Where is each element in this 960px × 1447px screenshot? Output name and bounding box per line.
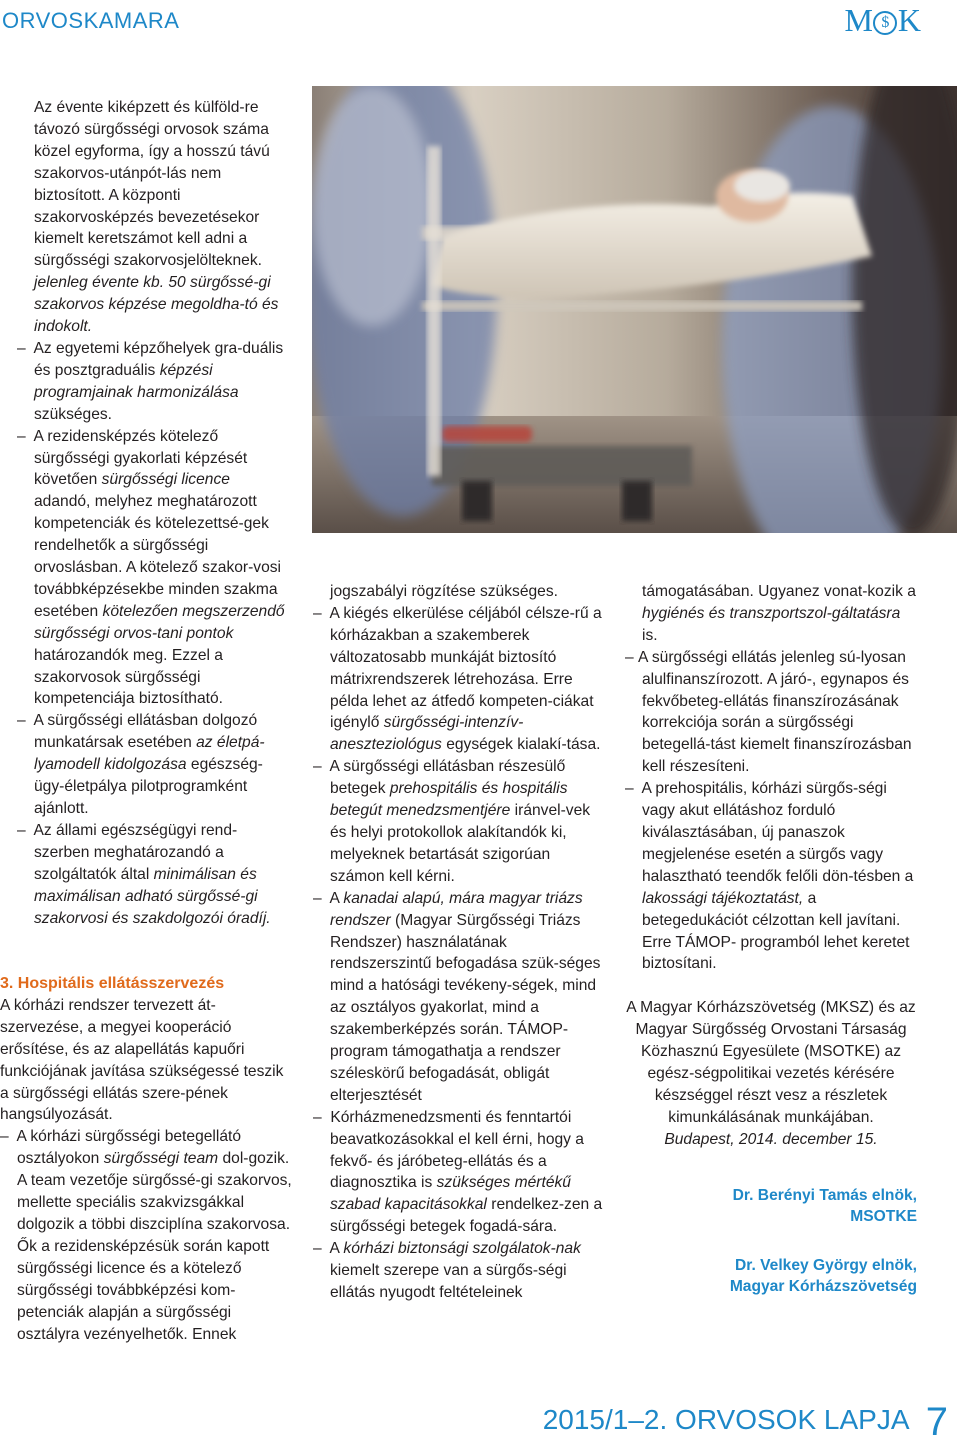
signature-org: Magyar Kórházszövetség: [729, 1277, 917, 1295]
text-italic: prehospitális és hospitális betegút menedzsmentjére: [330, 780, 568, 820]
bullet-item: [17, 426, 289, 711]
text: szükséges.: [34, 405, 113, 423]
text: támogatásában. Ugyanez vonat-kozik a: [642, 583, 916, 600]
text: dol-gozik. A team vezetője sürgőssé-gi szakorvos, mellette speciális szakvizsgákkal dolgozik a többi diszciplína szakorvosa. Ők a rezidensképzésük során kapott sürgősségi licence és a kötelező sürgősségi továbbképzési kom-petenciák alapján a sürgősségi osztályra vezényelhetők. Ennek: [17, 1150, 292, 1343]
text: is.: [642, 626, 658, 644]
text: A: [329, 1240, 340, 1258]
date: Budapest, 2014. december 15.: [664, 1130, 878, 1148]
text-italic: képzési programjainak harmonizálása: [34, 361, 239, 401]
column-3: [625, 581, 917, 1297]
text: A kiégés elkerülése céljából célsze-rű a kórházakban a szakemberek változatosabb munkáját biztosító mátrixrendszerek létrehozása. Erre példa lehet az átfedő kompeten-ciákat igénylő: [329, 604, 602, 732]
paragraph: A kórházi rendszer tervezett át-szervezése, a megyei kooperáció erősítése, és az alapellátás kapuőri funkciójának javítása szükségessé teszik a sürgősségi ellátás szere-pének hangsúlyozását.: [0, 996, 284, 1124]
column-2: [313, 581, 603, 1304]
text: határozandók meg. Ezzel a szakorvosok sürgősségi kompetenciája biztosítható.: [34, 646, 223, 708]
text: A sürgősségi ellátásban dolgozó munkatársak esetében: [33, 712, 258, 752]
text: a betegedukációt célzottan kell javítani. Erre TÁMOP- programból lehet keretet biztosítani.: [642, 889, 910, 973]
bullet-item: [313, 1238, 603, 1304]
text: (Magyar Sürgősségi Triázs Rendszer) használatának rendszerszintű befogadása szük-séges mind a hatósági tevékeny-ségek, mind az osztályos gyakorlat, mind a szakemberképzés során. TÁMOP-program támogathatja a rendszer széleskörű befogadását, obligát elterjesztését: [330, 911, 601, 1104]
text: Kórházmenedzsmenti és fenntartói beavatkozásokkal el kell érni, hogy a fekvő- és járóbeteg-ellátás és a diagnosztika is: [330, 1108, 584, 1192]
hospital-gurney-photo: [312, 86, 957, 533]
text: A sürgősségi ellátásban részesülő betegek: [329, 758, 566, 798]
text: Az állami egészségügyi rend-szerben meghatározandó a szolgáltatók által: [33, 821, 238, 883]
bullet-item: [313, 603, 603, 756]
column-1-section-3: [0, 973, 292, 1345]
text-italic: az életpá-lyamodell kidolgozása: [34, 734, 265, 774]
bullet-item: [0, 1126, 292, 1345]
text: rendelkez-zen a sürgősségi betegek fogadá-sára.: [330, 1196, 603, 1236]
bullet-item: [313, 1107, 603, 1238]
text-italic: sürgősségi team: [103, 1150, 219, 1168]
text-italic: sürgősségi-intenzív-aneszteziológus: [330, 714, 524, 754]
text-italic: jelenleg évente kb. 50 sürgőssé-gi szakorvos képzése megoldha-tó és indokolt.: [34, 274, 279, 336]
photo-illustration: [312, 86, 957, 533]
logo-letter-k: K: [897, 2, 920, 38]
text-italic: sürgősségi licence: [101, 471, 230, 489]
text: A prehospitális, kórházi sürgős-ségi vagy akut ellátáshoz forduló kiválasztásában, új panaszok megjelenése esetén a sürgős vagy halasztható teendők felőli dön-tésben a: [641, 780, 914, 885]
text-italic: kórházi biztonsági szolgálatok-nak: [343, 1240, 581, 1258]
text-italic: minimálisan és maximálisan adható sürgőssé-gi szakorvosi és szakdolgozói óradíj.: [34, 865, 271, 927]
text: adandó, melyhez meghatározott kompetenciák és kötelezettsé-gek rendelhetők a sürgősségi orvoslásban. A kötelező szakor-vosi továbbképzésekbe minden szakma esetében: [34, 493, 282, 620]
text-italic: lakossági tájékoztatást,: [642, 889, 804, 907]
section-header: ORVOSKAMARA: [2, 8, 180, 33]
bullet-item: [17, 710, 289, 820]
logo-letter-m: M: [844, 2, 872, 38]
page-number: 7: [925, 1400, 948, 1444]
section-title: 3. Hospitális ellátásszervezés: [0, 975, 225, 992]
text: Az egyetemi képzőhelyek gra-duális és posztgraduális: [33, 339, 284, 379]
paragraph: jogszabályi rögzítése szükséges.: [330, 583, 558, 600]
signature-name: Dr. Berényi Tamás elnök,: [732, 1186, 917, 1204]
signature-velkey: [625, 1255, 917, 1297]
page-footer: [543, 1400, 948, 1445]
bullet-item: [625, 778, 917, 975]
closing-paragraph: A Magyar Kórházszövetség (MKSZ) és az Magyar Sürgősség Orvostani Társaság Közhasznú Egyesülete (MSOTKE) az egész-ségpolitikai vezetés kérésére készséggel részt vesz a részletek kimunkálásának munkájában.: [626, 999, 916, 1126]
logo-caduceus-icon: $: [873, 11, 897, 35]
text-italic: kötelezően megszerzendő sürgősségi orvos-tani pontok: [34, 602, 285, 642]
signature-org: MSOTKE: [850, 1207, 917, 1225]
paragraph: [17, 97, 289, 338]
journal-name: ORVOSOK LAPJA: [675, 1404, 908, 1435]
bullet-item: [313, 756, 603, 887]
signature-berenyi: [625, 1185, 917, 1227]
signature-name: Dr. Velkey György elnök,: [734, 1256, 917, 1274]
text: egységek kialakí-tása.: [446, 736, 601, 754]
issue-number: 2015/1–2.: [542, 1404, 668, 1435]
text: kiemelt szerepe van a sürgős-ségi ellátás nyugodt feltételeinek: [330, 1262, 567, 1301]
text: iránvel-vek és helyi protokollok alakítandók ki, melyeknek betartását szigorúan számon kell kérni.: [330, 802, 591, 885]
text-italic: hygiénés és transzportszol-gáltatásra: [642, 604, 901, 622]
bullet-item: [313, 888, 603, 1107]
text-italic: szükséges mértékű szabad kapacitásokkal: [330, 1174, 571, 1214]
bullet-item: [17, 338, 289, 426]
mok-logo: [844, 2, 920, 39]
text-italic: kanadai alapú, mára magyar triázs rendszer: [330, 889, 583, 929]
bullet-item: [17, 820, 289, 930]
text: egészség-ügy-életpálya pilotprogramként ajánlott.: [34, 756, 263, 817]
text: Az évente kiképzett és külföld-re távozó sürgősségi orvosok száma közel egyforma, így a hosszú távú szakorvos-utánpót-lás nem biztosított. A központi szakorvosképzés bevezetésekor kiemelt keretszámot kell adni a sürgősségi szakorvosjelölteknek.: [34, 99, 270, 270]
text: A: [329, 889, 340, 907]
paragraph: [625, 581, 917, 647]
bullet-item: – A sürgősségi ellátás jelenleg sú-lyosan alulfinanszírozott. A járó-, egynapos és fekvőbeteg-ellátás finanszírozásának korrekciója során a sürgősségi betegellá-tást kiemelt finanszírozásban kell részesíteni.: [625, 647, 917, 778]
column-1: [17, 97, 289, 929]
text: A kórházi sürgősségi betegellátó osztályokon: [16, 1128, 242, 1168]
text: A rezidensképzés kötelező sürgősségi gyakorlati képzését követően: [33, 427, 248, 489]
